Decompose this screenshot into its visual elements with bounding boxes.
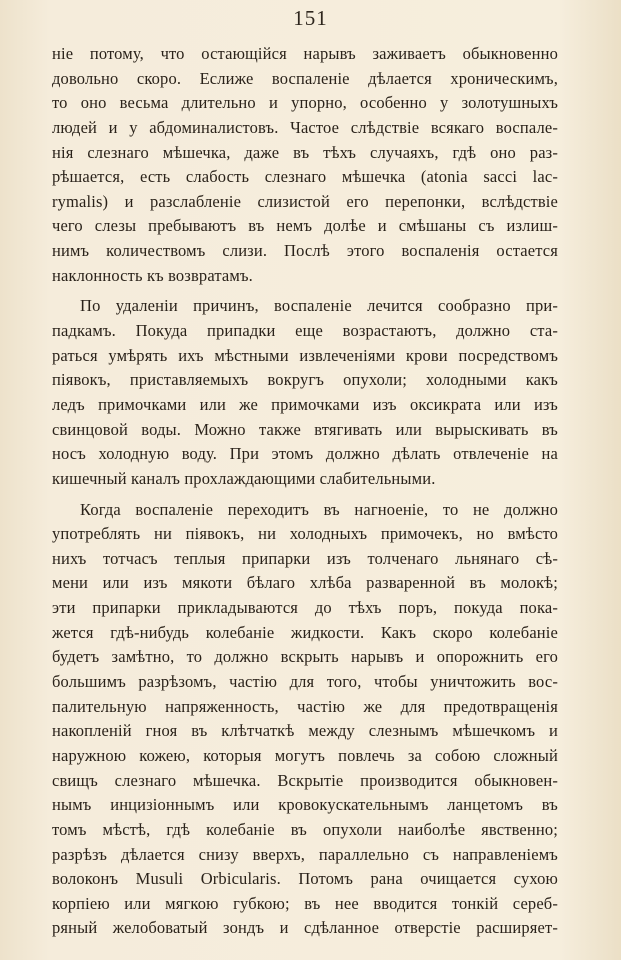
text-line: піявокъ, приставляемыхъ вокругъ опухоли; холодными какъ [52,370,558,390]
text-line: накопленій гноя въ клѣтчаткѣ между слезнымъ мѣшечкомъ и [52,721,558,741]
text-line: наружною кожею, которыя могутъ повлечь за собою сложный [52,745,558,765]
text-line: нихъ тотчасъ теплыя припарки изъ толченаго льнянаго сѣ- [52,548,558,568]
text-line: палительную напряженность, частію же для предотвращенія [52,696,558,716]
text-line: мени или изъ мякоти бѣлаго хлѣба разваренной въ молокѣ; [52,573,558,593]
text-line: рѣшается, есть слабость слезнаго мѣшечка (atonia sacci lac- [52,167,558,187]
page-number: 151 [293,6,328,30]
text-line: ряный желобоватый зондъ и сдѣланное отверстіе расширяет- [52,918,558,938]
text-line: большимъ разрѣзомъ, частію для того, чтобы уничтожить вос- [52,672,558,692]
paragraph [52,294,558,491]
text-line: жется гдѣ-нибудь колебаніе жидкости. Какъ скоро колебаніе [52,622,558,642]
text-line: По удаленіи причинъ, воспаленіе лечится сообразно при- [80,296,558,316]
text-line: довольно скоро. Еслиже воспаленіе дѣлается хроническимъ, [52,68,558,88]
paragraph [52,42,558,288]
text-line: употреблять ни піявокъ, ни холодныхъ примочекъ, но вмѣсто [52,524,558,544]
text-line: будетъ замѣтно, то должно вскрыть нарывъ и опорожнить его [52,647,558,667]
text-line: разрѣзъ дѣлается снизу вверхъ, параллельно съ направленіемъ [52,844,558,864]
text-line: нымъ инцизіоннымъ или кровокускательнымъ ланцетомъ въ [52,795,558,815]
text-line: наклонность къ возвратамъ. [52,265,253,285]
text-body [52,42,558,947]
text-line: эти припарки прикладываются до тѣхъ поръ, покуда пока- [52,598,558,618]
text-line: ніе потому, что остающійся нарывъ заживаетъ обыкновенно [52,44,558,63]
text-line: rymalis) и разслабленіе слизистой его перепонки, вслѣдствіе [52,191,558,211]
paragraph [52,498,558,942]
text-line: ледъ примочками или же примочками изъ оксикрата или изъ [52,394,558,414]
text-line: то оно весьма длительно и упорно, особенно у золотушныхъ [52,93,558,113]
text-line: носъ холодную воду. При этомъ должно дѣлать отвлеченіе на [52,444,558,464]
text-line: кишечный каналъ прохлаждающими слабительными. [52,468,436,488]
text-line: свищъ слезнаго мѣшечка. Вскрытіе производится обыкновен- [52,770,558,790]
text-line: раться умѣрять ихъ мѣстными извлеченіями крови посредствомъ [52,345,558,365]
text-line: корпіею или мягкою губкою; въ нее вводится тонкій сереб- [52,893,558,913]
text-line: нимъ количествомъ слизи. Послѣ этого воспаленія остается [52,241,558,261]
text-line: Когда воспаленіе переходитъ въ нагноеніе, то не должно [80,499,558,519]
text-line: волоконъ Musuli Orbicularis. Потомъ рана очищается сухою [52,869,558,889]
text-line: людей и у абдоминалистовъ. Частое слѣдствіе всякаго воспале- [52,117,558,137]
text-line: чего слезы пребываютъ въ немъ долѣе и смѣшаны съ излиш- [52,216,558,236]
text-line: свинцовой воды. Можно также втягивать или вырыскивать въ [52,419,558,439]
text-line: падкамъ. Покуда припадки еще возрастаютъ, должно ста- [52,321,558,341]
text-line: томъ мѣстѣ, гдѣ колебаніе въ опухоли наиболѣе явственно; [52,819,558,839]
text-line: нія слезнаго мѣшечка, даже въ тѣхъ случаяхъ, гдѣ оно раз- [52,142,558,162]
